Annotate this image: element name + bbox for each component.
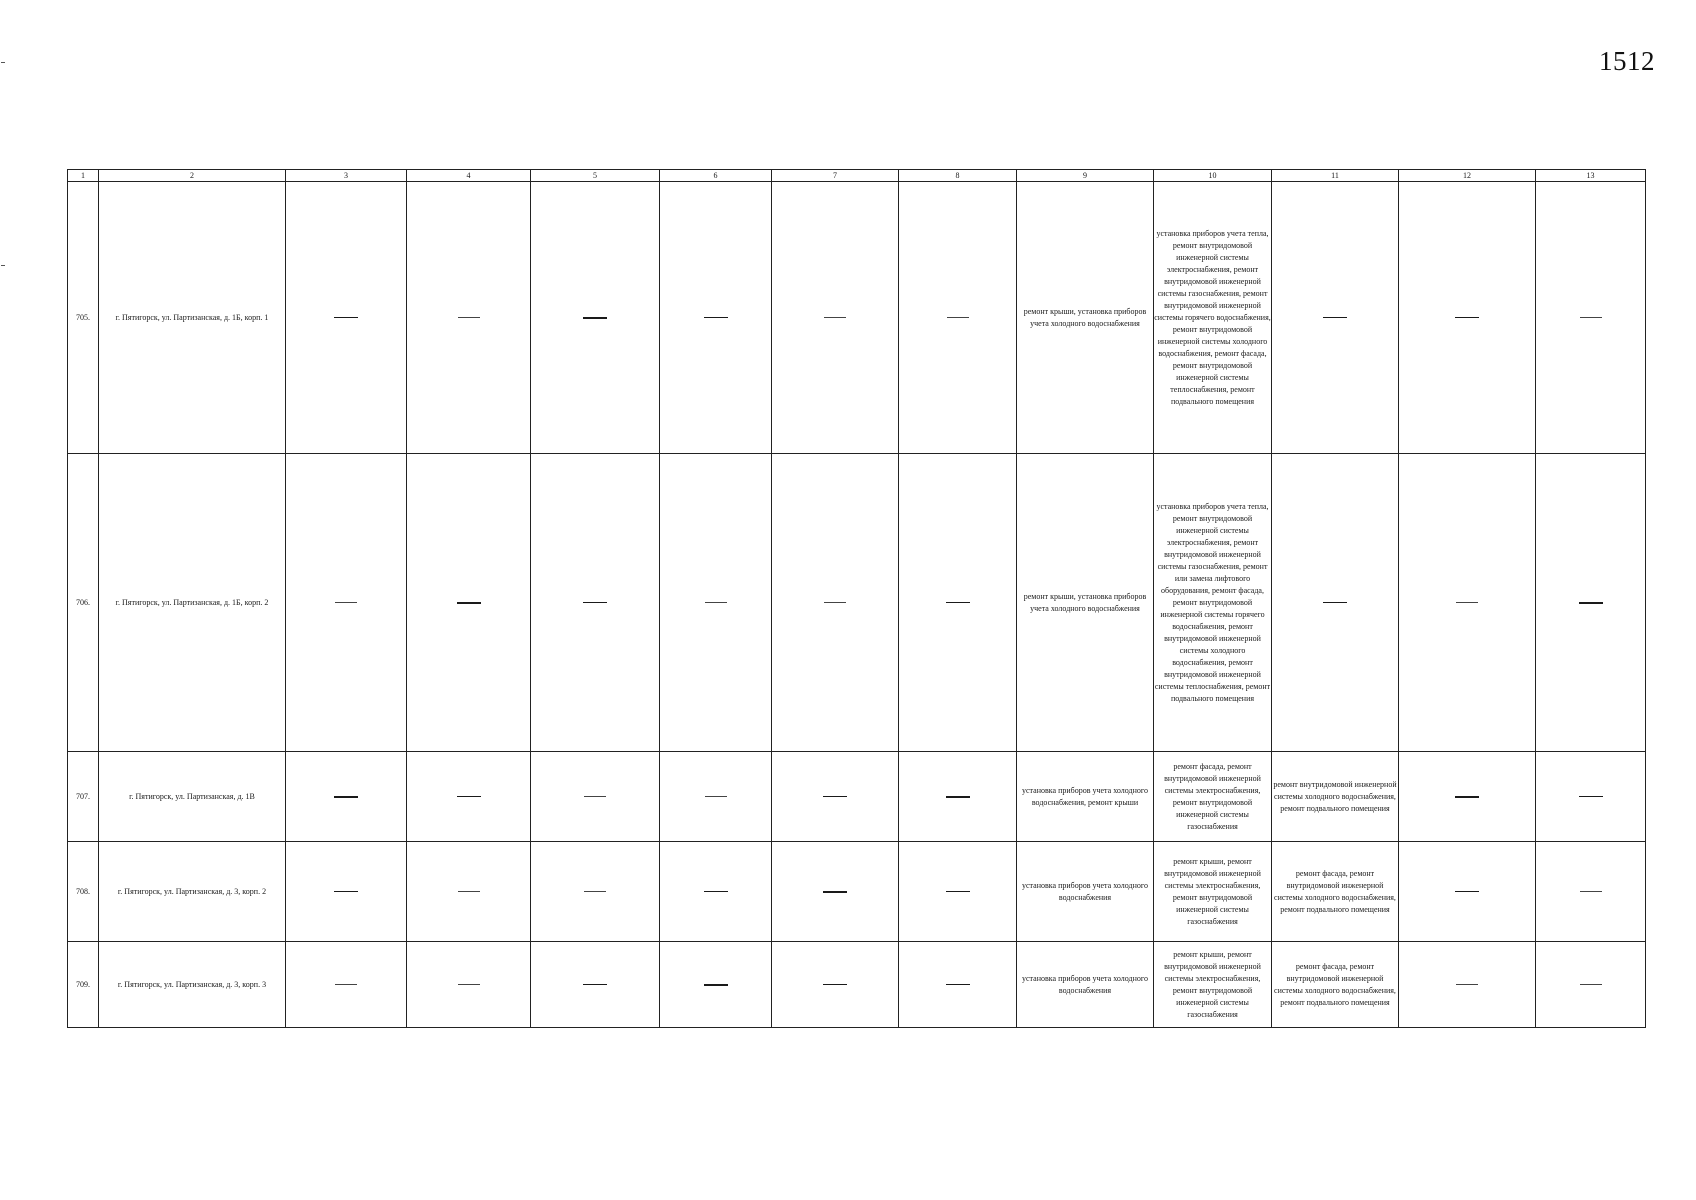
empty-value-cell (1399, 752, 1536, 842)
dash-mark (946, 984, 970, 985)
address-cell: г. Пятигорск, ул. Партизанская, д. 3, корп. 2 (99, 842, 286, 942)
empty-value-cell (531, 454, 660, 752)
work-type-cell: установка приборов учета холодного водоснабжения, ремонт крыши (1017, 752, 1154, 842)
dash-mark (334, 796, 358, 798)
table-row (68, 454, 1646, 752)
empty-value-cell (772, 182, 899, 454)
dash-mark (704, 891, 728, 892)
dash-mark (824, 317, 846, 318)
empty-value-cell (531, 752, 660, 842)
scan-mark (1, 265, 5, 266)
dash-mark (1579, 796, 1603, 797)
table-container (67, 169, 1646, 1028)
empty-value-cell (1536, 942, 1646, 1028)
column-number-header: 5 (531, 170, 660, 182)
dash-mark (584, 796, 606, 797)
address-cell: г. Пятигорск, ул. Партизанская, д. 1Б, корп. 2 (99, 454, 286, 752)
empty-value-cell (660, 942, 772, 1028)
dash-mark (1456, 602, 1478, 603)
empty-value-cell (899, 842, 1017, 942)
empty-value-cell (1399, 942, 1536, 1028)
work-type-cell: ремонт крыши, установка приборов учета холодного водоснабжения (1017, 454, 1154, 752)
dash-mark (457, 796, 481, 797)
dash-mark (583, 602, 607, 603)
work-type-cell: установка приборов учета тепла, ремонт внутридомовой инженерной системы электроснабжения, ремонт внутридомовой инженерной системы газоснабжения, ремонт или замена лифтового оборудования, ремонт фасада, ремонт внутридомовой инженерной системы горячего водоснабжения, ремонт внутридомовой инженерной системы холодного водоснабжения, ремонт внутридомовой инженерной системы теплоснабжения, ремонт подвального помещения (1154, 454, 1272, 752)
empty-value-cell (1399, 842, 1536, 942)
dash-mark (946, 891, 970, 892)
column-number-header: 12 (1399, 170, 1536, 182)
dash-mark (705, 602, 727, 603)
dash-mark (1580, 984, 1602, 985)
column-number-header: 8 (899, 170, 1017, 182)
empty-value-cell (899, 752, 1017, 842)
empty-value-cell (407, 752, 531, 842)
dash-mark (1455, 796, 1479, 798)
dash-mark (823, 796, 847, 797)
empty-value-cell (286, 454, 407, 752)
dash-mark (1323, 317, 1347, 318)
column-number-header: 6 (660, 170, 772, 182)
empty-value-cell (1536, 182, 1646, 454)
empty-value-cell (660, 842, 772, 942)
empty-value-cell (531, 182, 660, 454)
column-number-header: 10 (1154, 170, 1272, 182)
dash-mark (335, 602, 357, 603)
row-number: 708. (68, 842, 99, 942)
work-type-cell: установка приборов учета холодного водоснабжения (1017, 842, 1154, 942)
table-row (68, 842, 1646, 942)
dash-mark (334, 891, 358, 892)
dash-mark (334, 317, 358, 318)
empty-value-cell (772, 842, 899, 942)
dash-mark (458, 984, 480, 985)
empty-value-cell (899, 942, 1017, 1028)
dash-mark (583, 317, 607, 319)
table-row (68, 182, 1646, 454)
table-row (68, 752, 1646, 842)
column-number-header: 9 (1017, 170, 1154, 182)
table-body (68, 170, 1646, 1028)
empty-value-cell (660, 182, 772, 454)
dash-mark (705, 796, 727, 797)
page-number: 1512 (1599, 46, 1655, 76)
empty-value-cell (772, 752, 899, 842)
dash-mark (824, 602, 846, 603)
empty-value-cell (1399, 182, 1536, 454)
dash-mark (946, 602, 970, 603)
dash-mark (457, 602, 481, 604)
column-number-header: 7 (772, 170, 899, 182)
empty-value-cell (286, 752, 407, 842)
dash-mark (583, 984, 607, 985)
dash-mark (584, 891, 606, 892)
dash-mark (458, 891, 480, 892)
work-type-cell: установка приборов учета тепла, ремонт внутридомовой инженерной системы электроснабжения, ремонт внутридомовой инженерной системы газоснабжения, ремонт внутридомовой инженерной системы горячего водоснабжения, ремонт внутридомовой инженерной системы холодного водоснабжения, ремонт фасада, ремонт внутридомовой инженерной системы теплоснабжения, ремонт подвального помещения (1154, 182, 1272, 454)
work-type-cell: ремонт крыши, ремонт внутридомовой инженерной системы электроснабжения, ремонт внутридомовой инженерной системы газоснабжения (1154, 942, 1272, 1028)
dash-mark (1323, 602, 1347, 603)
dash-mark (704, 317, 728, 318)
empty-value-cell (1536, 752, 1646, 842)
row-number: 706. (68, 454, 99, 752)
empty-value-cell (286, 842, 407, 942)
empty-value-cell (531, 842, 660, 942)
dash-mark (335, 984, 357, 985)
work-type-cell: установка приборов учета холодного водоснабжения (1017, 942, 1154, 1028)
dash-mark (823, 984, 847, 985)
row-number: 707. (68, 752, 99, 842)
empty-value-cell (407, 942, 531, 1028)
empty-value-cell (899, 182, 1017, 454)
empty-value-cell (1272, 182, 1399, 454)
dash-mark (823, 891, 847, 893)
dash-mark (1455, 891, 1479, 892)
dash-mark (1579, 602, 1603, 604)
work-type-cell: ремонт фасада, ремонт внутридомовой инженерной системы электроснабжения, ремонт внутридомовой инженерной системы газоснабжения (1154, 752, 1272, 842)
work-type-cell: ремонт внутридомовой инженерной системы холодного водоснабжения, ремонт подвального помещения (1272, 752, 1399, 842)
work-type-cell: ремонт фасада, ремонт внутридомовой инженерной системы холодного водоснабжения, ремонт подвального помещения (1272, 942, 1399, 1028)
empty-value-cell (407, 182, 531, 454)
dash-mark (946, 796, 970, 798)
column-number-header: 11 (1272, 170, 1399, 182)
column-number-header: 13 (1536, 170, 1646, 182)
row-number: 709. (68, 942, 99, 1028)
empty-value-cell (1536, 842, 1646, 942)
column-number-header: 1 (68, 170, 99, 182)
address-cell: г. Пятигорск, ул. Партизанская, д. 1В (99, 752, 286, 842)
dash-mark (1455, 317, 1479, 318)
table-row (68, 942, 1646, 1028)
empty-value-cell (407, 454, 531, 752)
address-cell: г. Пятигорск, ул. Партизанская, д. 1Б, корп. 1 (99, 182, 286, 454)
address-cell: г. Пятигорск, ул. Партизанская, д. 3, корп. 3 (99, 942, 286, 1028)
register-table (67, 169, 1646, 1028)
work-type-cell: ремонт крыши, установка приборов учета холодного водоснабжения (1017, 182, 1154, 454)
work-type-cell: ремонт крыши, ремонт внутридомовой инженерной системы электроснабжения, ремонт внутридомовой инженерной системы газоснабжения (1154, 842, 1272, 942)
empty-value-cell (1399, 454, 1536, 752)
dash-mark (947, 317, 969, 318)
empty-value-cell (660, 454, 772, 752)
dash-mark (458, 317, 480, 318)
column-number-header: 3 (286, 170, 407, 182)
dash-mark (1580, 317, 1602, 318)
scan-mark (1, 62, 5, 63)
empty-value-cell (772, 942, 899, 1028)
header-row (68, 170, 1646, 182)
row-number: 705. (68, 182, 99, 454)
dash-mark (704, 984, 728, 986)
empty-value-cell (1536, 454, 1646, 752)
empty-value-cell (660, 752, 772, 842)
work-type-cell: ремонт фасада, ремонт внутридомовой инженерной системы холодного водоснабжения, ремонт подвального помещения (1272, 842, 1399, 942)
empty-value-cell (531, 942, 660, 1028)
column-number-header: 2 (99, 170, 286, 182)
empty-value-cell (772, 454, 899, 752)
dash-mark (1580, 891, 1602, 892)
empty-value-cell (286, 182, 407, 454)
empty-value-cell (407, 842, 531, 942)
column-number-header: 4 (407, 170, 531, 182)
empty-value-cell (286, 942, 407, 1028)
empty-value-cell (1272, 454, 1399, 752)
empty-value-cell (899, 454, 1017, 752)
dash-mark (1456, 984, 1478, 985)
